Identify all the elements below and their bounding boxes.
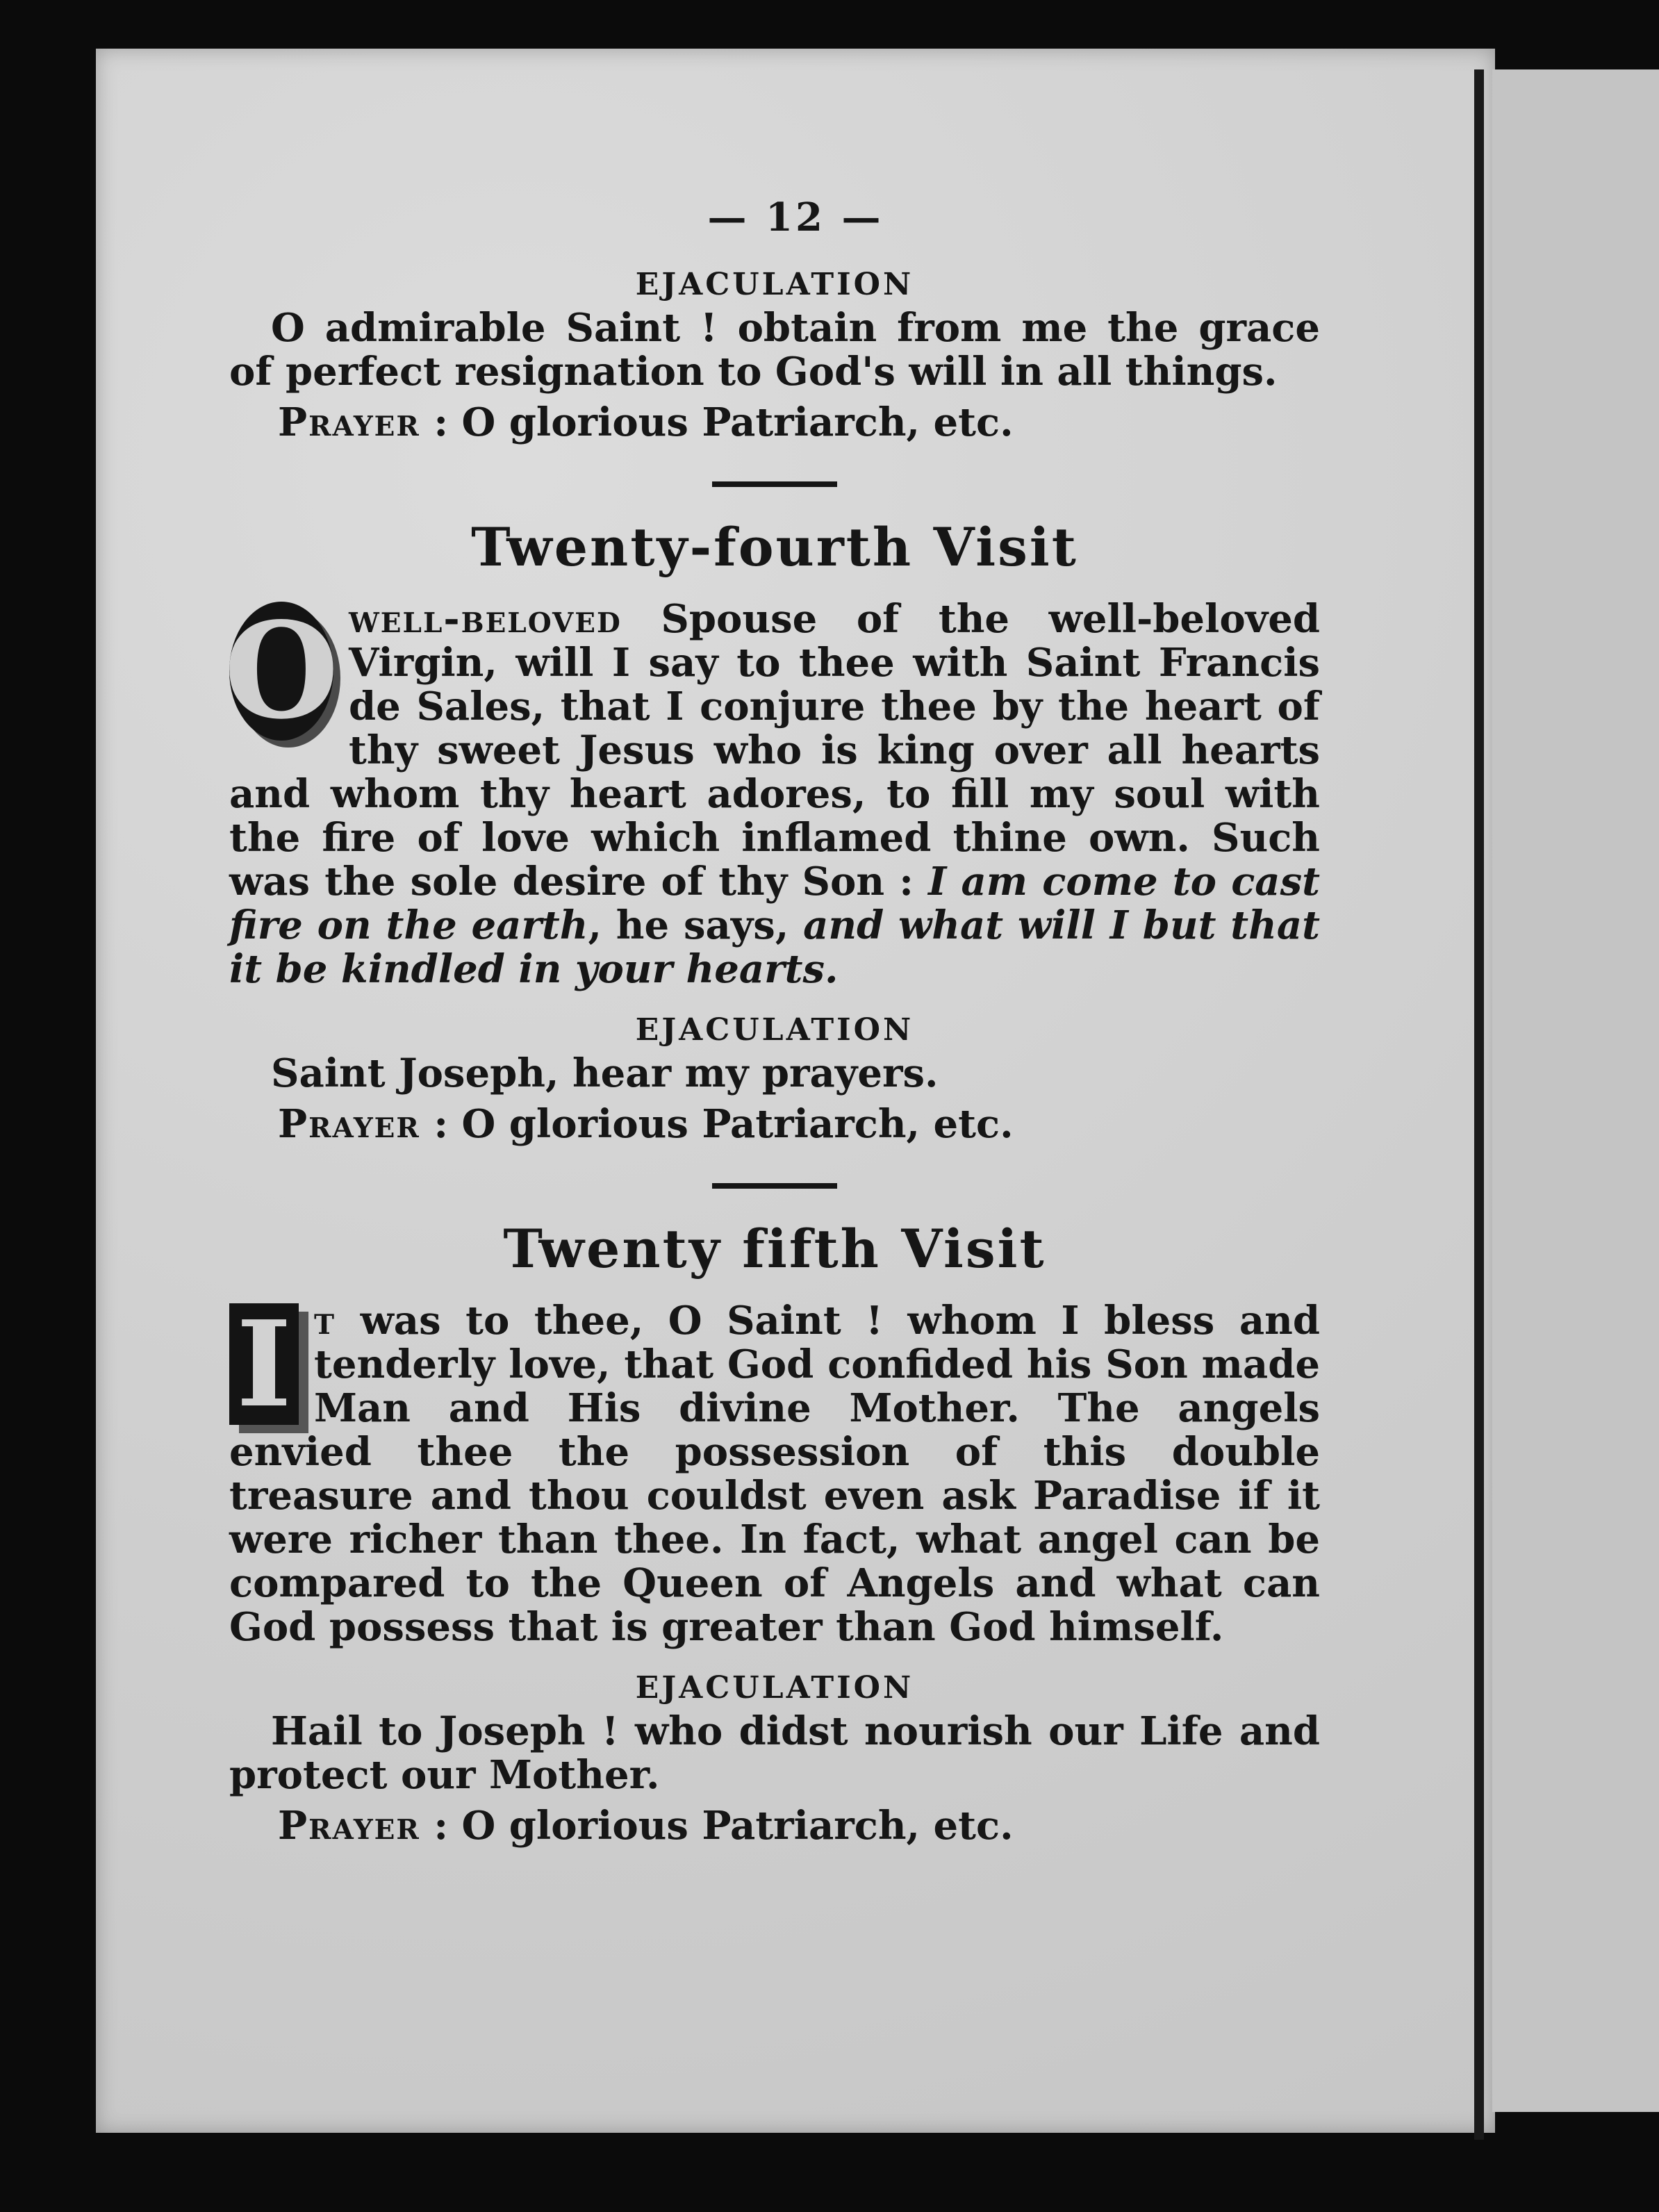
prayer-label: Prayer (278, 399, 420, 445)
prayer-text: : O glorious Patriarch, etc. (434, 1101, 1014, 1147)
visit-text (229, 1299, 1320, 1649)
visit-body (229, 1294, 1320, 1650)
drop-cap: I (229, 1303, 299, 1425)
prayer-text: : O glorious Patriarch, etc. (434, 399, 1014, 445)
italic-quote-2: and what will I but that it be kindled in your hearts. (229, 902, 1320, 992)
ejaculation-text: Hail to Joseph ! who didst nourish our Life and protect our Mother. (229, 1708, 1320, 1798)
lead-words: t (314, 1298, 336, 1344)
visit-title: Twenty fifth Visit (503, 1218, 1046, 1280)
top-section (229, 267, 1320, 445)
section-divider (712, 1183, 837, 1189)
ejaculation-heading: EJACULATION (635, 1012, 914, 1048)
section-divider (712, 481, 837, 487)
prayer-line (229, 1803, 1320, 1849)
drop-cap: O (224, 593, 339, 748)
italic-quote-1: I am come to cast fire on the earth (229, 859, 1320, 948)
ejaculation-heading: EJACULATION (635, 267, 914, 302)
visit-24 (224, 516, 1320, 1147)
prayer-label: Prayer (278, 1101, 420, 1147)
body-text-middle: , he says, (588, 902, 804, 948)
ejaculation-text: Saint Joseph, hear my prayers. (271, 1050, 939, 1096)
prayer-line (229, 399, 1320, 445)
prayer-text: : O glorious Patriarch, etc. (434, 1803, 1014, 1849)
prayer-line (229, 1101, 1320, 1147)
lead-words: well-beloved (349, 596, 622, 642)
page-number: — 12 — (707, 195, 884, 240)
prayer-label: Prayer (278, 1803, 420, 1849)
ejaculation-text: O admirable Saint ! obtain from me the grace of perfect resignation to God's will in all things. (229, 305, 1320, 395)
book-spine (1474, 69, 1484, 2140)
page-content (224, 195, 1320, 1849)
visit-25 (229, 1218, 1320, 1849)
body-text: Spouse of the well-beloved Virgin, will I say to thee with Saint Francis de Sales, that I conjure thee by the heart of thy sweet Jesus who is king over all hearts and whom thy heart adores, to fill my soul with the fire of love which inflamed thine own. Such was the sole desire of thy Son : (229, 596, 1320, 905)
visit-body (224, 593, 1320, 992)
ejaculation-heading: EJACULATION (635, 1670, 914, 1706)
body-text: was to thee, O Saint ! whom I bless and tenderly love, that God confided his Son made Man and His divine Mother. The angels envied thee the possession of this double treasure and thou couldst even ask Paradise if it were richer than thee. In fact, what angel can be compared to the Queen of Angels and what can God possess that is greater than God himself. (229, 1298, 1320, 1650)
adjacent-page (1492, 69, 1659, 2112)
visit-title: Twenty-fourth Visit (471, 516, 1078, 578)
visit-text (224, 593, 1320, 992)
